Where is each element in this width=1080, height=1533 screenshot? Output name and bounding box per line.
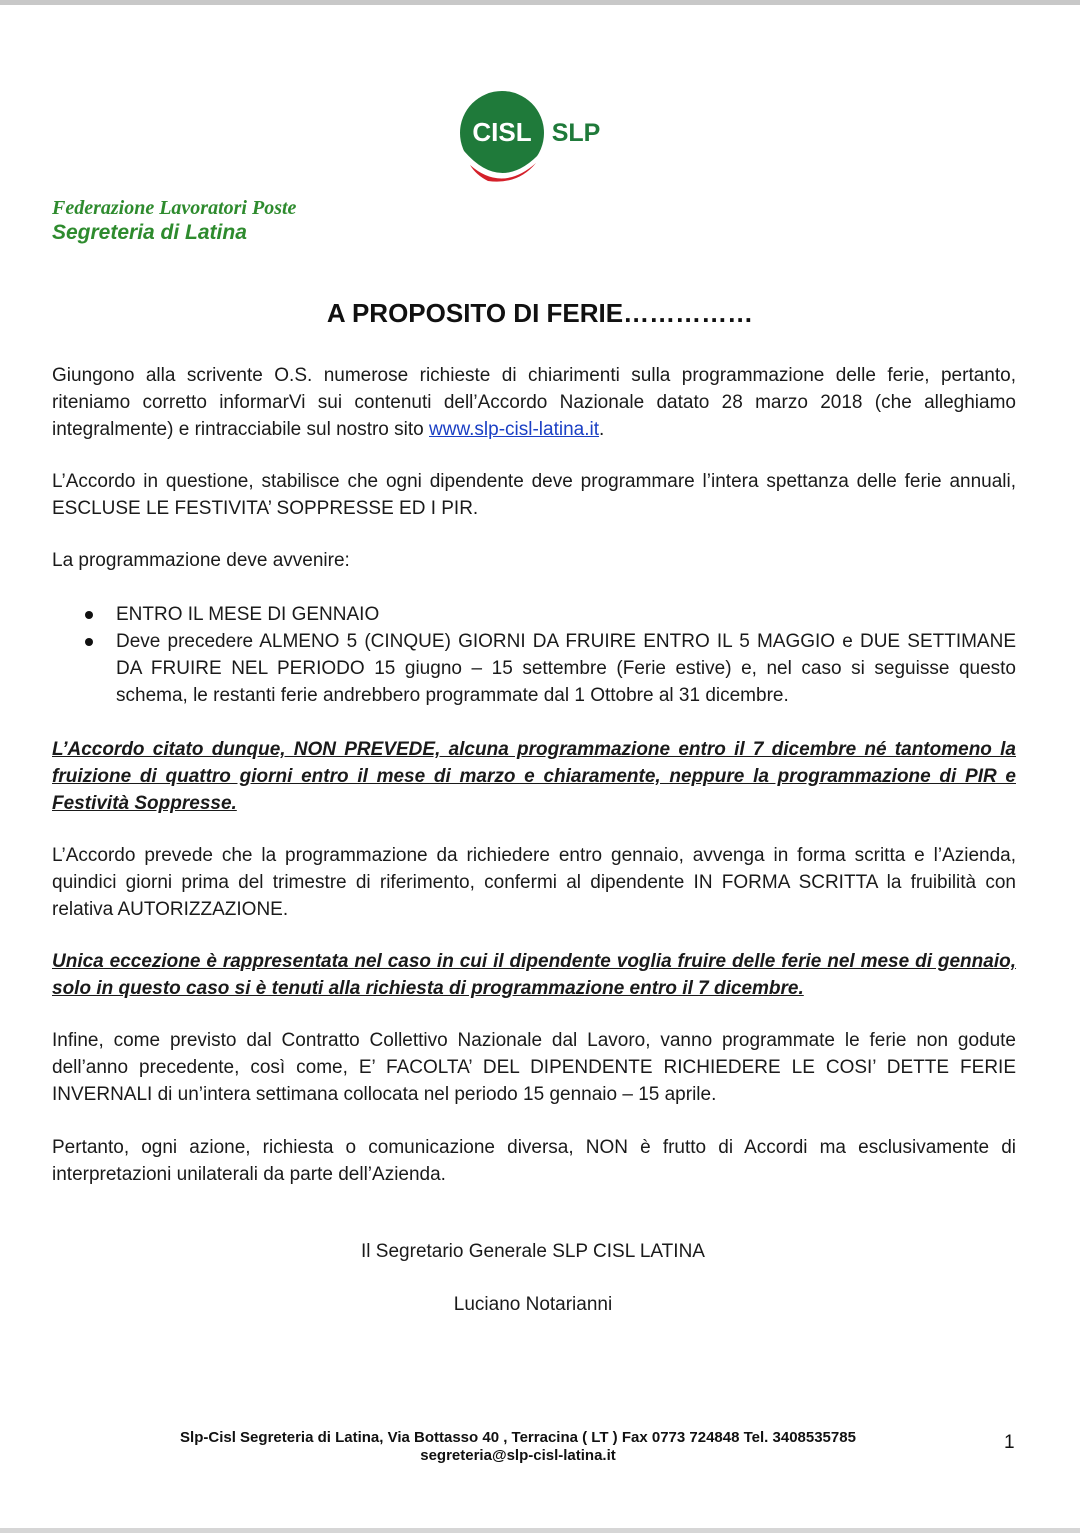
list-item <box>52 601 1016 628</box>
page-number: 1 <box>1004 1432 1015 1453</box>
bottom-border <box>0 1528 1080 1533</box>
paragraph-emphasis-1: L’Accordo citato dunque, NON PREVEDE, alcuna programmazione entro il 7 dicembre né tantomeno la fruizione di quattro giorni entro il mese di marzo e chiaramente, neppure la programmazione di PIR e Festività Soppresse. <box>52 739 1016 814</box>
svg-text:CISL: CISL <box>472 117 532 147</box>
list-item-text: Deve precedere ALMENO 5 (CINQUE) GIORNI DA FRUIRE ENTRO IL 5 MAGGIO e DUE SETTIMANE DA FRUIRE NEL PERIODO 15 giugno – 15 settembre (Ferie estive) e, nel caso si seguisse questo schema, le restanti ferie andrebbero programmate dal 1 Ottobre al 31 dicembre. <box>116 631 1016 706</box>
page-title: A PROPOSITO DI FERIE…………… <box>326 298 754 328</box>
list-item <box>52 628 1016 709</box>
organization-header <box>52 196 296 246</box>
secretariat-name: Segreteria di Latina <box>52 221 247 244</box>
paragraph-intro <box>52 362 1016 443</box>
bullet-icon <box>85 638 93 646</box>
footer-email: segreteria@slp-cisl-latina.it <box>420 1447 616 1464</box>
federation-name: Federazione Lavoratori Poste <box>52 197 297 219</box>
bullet-icon <box>85 611 93 619</box>
top-border <box>0 0 1080 5</box>
paragraph-emphasis-2: Unica eccezione è rappresentata nel caso in cui il dipendente voglia fruire delle ferie nel mese di gennaio, solo in questo caso si è tenuti alla richiesta di programmazione entro il 7 dicembre. <box>52 951 1016 999</box>
paragraph-procedure: L’Accordo prevede che la programmazione da richiedere entro gennaio, avvenga in forma scritta e l’Azienda, quindici giorni prima del trimestre di riferimento, confermi al dipendente IN FORMA SCRITTA la fruibilità con relativa AUTORIZZAZIONE. <box>52 845 1016 920</box>
paragraph-intro-end: . <box>599 419 605 440</box>
signature-role: Il Segretario Generale SLP CISL LATINA <box>361 1241 705 1262</box>
paragraph-conclusion: Pertanto, ogni azione, richiesta o comunicazione diversa, NON è frutto di Accordi ma esclusivamente di interpretazioni unilaterali da parte dell’Azienda. <box>52 1137 1016 1185</box>
cisl-slp-logo <box>458 85 610 197</box>
footer-address: Slp-Cisl Segreteria di Latina, Via Bottasso 40 , Terracina ( LT ) Fax 0773 724848 Tel. 3408535785 <box>180 1429 856 1446</box>
signature-name: Luciano Notarianni <box>453 1294 613 1315</box>
svg-text:SLP: SLP <box>551 119 601 147</box>
paragraph-agreement: L’Accordo in questione, stabilisce che ogni dipendente deve programmare l’intera spettanza delle ferie annuali, ESCLUSE LE FESTIVITA’ SOPPRESSE ED I PIR. <box>52 471 1016 519</box>
website-link[interactable]: www.slp-cisl-latina.it <box>429 419 599 440</box>
page-footer <box>0 1429 1036 1465</box>
paragraph-contract: Infine, come previsto dal Contratto Collettivo Nazionale dal Lavoro, vanno programmate le ferie non godute dell’anno precedente, così come, E’ FACOLTA’ DEL DIPENDENTE RICHIEDERE LE COSI’ DETTE FERIE INVERNALI di un’intera settimana collocata nel periodo 15 gennaio – 15 aprile. <box>52 1030 1016 1105</box>
schedule-list <box>52 601 1016 709</box>
paragraph-schedule-intro: La programmazione deve avvenire: <box>52 550 350 571</box>
list-item-text: ENTRO IL MESE DI GENNAIO <box>116 604 380 625</box>
paragraph-intro-text: Giungono alla scrivente O.S. numerose richieste di chiarimenti sulla programmazione delle ferie, pertanto, riteniamo corretto informarVi sui contenuti dell’Accordo Nazionale datato 28 marzo 2018 (che alleghiamo integralmente) e rintracciabile sul nostro sito <box>52 365 1016 440</box>
